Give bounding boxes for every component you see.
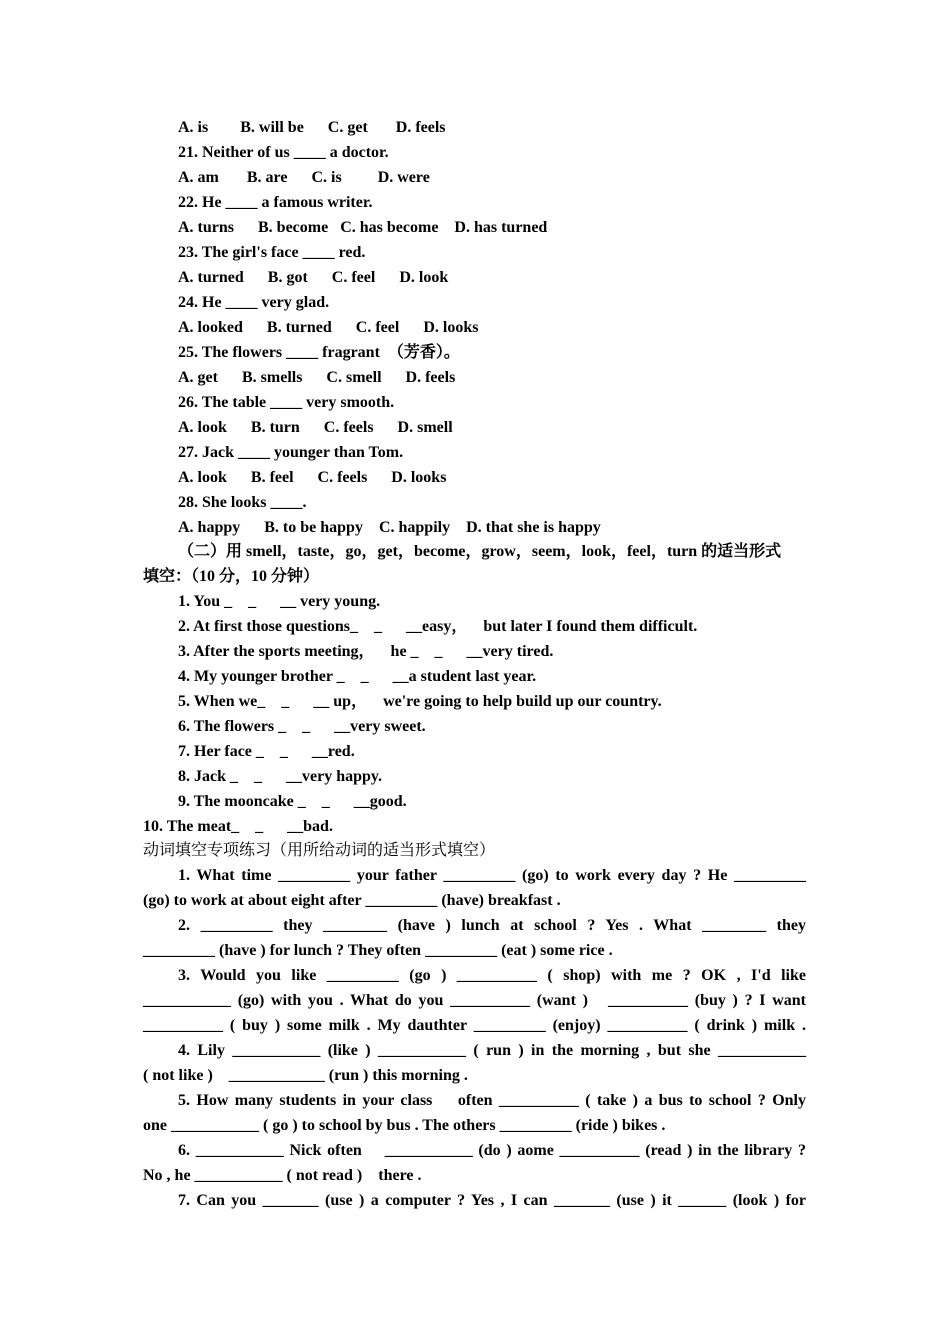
fill-item-3: 3. After the sports meeting， he _ _ __very tired. <box>178 643 554 660</box>
verb-item-4-line-2: ( not like ) ____________ (run ) this morning . <box>143 1067 468 1084</box>
options-22: A. turns B. become C. has become D. has turned <box>178 219 548 236</box>
fill-item-5: 5. When we_ _ __ up， we're going to help build up our country. <box>178 693 662 710</box>
fill-item-7: 7. Her face _ _ __red. <box>178 743 355 760</box>
verb-item-7-line-1: 7. Can you _______ (use ) a computer ? Yes , I can _______ (use ) it ______ (look ) for <box>178 1192 806 1209</box>
options-20: A. is B. will be C. get D. feels <box>178 119 446 136</box>
verb-item-1-line-2: (go) to work at about eight after _________ (have) breakfast . <box>143 892 561 909</box>
verb-item-3-line-1: 3. Would you like _________ (go ) __________ ( shop) with me ? OK , I'd like <box>178 967 806 984</box>
options-21: A. am B. are C. is D. were <box>178 169 430 186</box>
verb-item-6-line-2: No , he ___________ ( not read ) there . <box>143 1167 422 1184</box>
options-28: A. happy B. to be happy C. happily D. that she is happy <box>178 519 601 536</box>
verb-item-1-line-1: 1. What time _________ your father _________ (go) to work every day ? He _________ <box>178 867 806 884</box>
fill-item-1: 1. You _ _ __ very young. <box>178 593 381 610</box>
fill-item-9: 9. The mooncake _ _ __good. <box>178 793 407 810</box>
fill-item-10: 10. The meat_ _ __bad. <box>143 818 333 835</box>
options-26: A. look B. turn C. feels D. smell <box>178 419 453 436</box>
verb-item-5-line-2: one ___________ ( go ) to school by bus . The others _________ (ride ) bikes . <box>143 1117 666 1134</box>
options-24: A. looked B. turned C. feel D. looks <box>178 319 479 336</box>
verb-item-2-line-2: _________ (have ) for lunch ? They often _________ (eat ) some rice . <box>143 942 613 959</box>
verb-item-3-line-3: __________ ( buy ) some milk . My dauthter _________ (enjoy) __________ ( drink ) milk . <box>143 1017 806 1034</box>
question-27: 27. Jack ____ younger than Tom. <box>178 444 404 461</box>
fill-item-4: 4. My younger brother _ _ __a student last year. <box>178 668 537 685</box>
question-28: 28. She looks ____. <box>178 494 307 511</box>
section-3-heading: 动词填空专项练习（用所给动词的适当形式填空） <box>143 842 496 859</box>
fill-item-6: 6. The flowers _ _ __very sweet. <box>178 718 426 735</box>
verb-item-5-line-1: 5. How many students in your class often __________ ( take ) a bus to school ? Only <box>178 1092 806 1109</box>
verb-item-4-line-1: 4. Lily ___________ (like ) ___________ ( run ) in the morning , but she ___________ <box>178 1042 806 1059</box>
options-25: A. get B. smells C. smell D. feels <box>178 369 456 386</box>
verb-item-6-line-1: 6. ___________ Nick often ___________ (do ) aome __________ (read ) in the library ? <box>178 1142 806 1159</box>
question-25: 25. The flowers ____ fragrant （芳香）。 <box>178 344 460 361</box>
section-2-heading-cont: 填空：（10 分，10 分钟） <box>143 568 320 585</box>
question-21: 21. Neither of us ____ a doctor. <box>178 144 389 161</box>
fill-item-8: 8. Jack _ _ __very happy. <box>178 768 383 785</box>
options-27: A. look B. feel C. feels D. looks <box>178 469 447 486</box>
question-26: 26. The table ____ very smooth. <box>178 394 395 411</box>
verb-item-2-line-1: 2. _________ they ________ (have ) lunch at school ? Yes . What ________ they <box>178 917 806 934</box>
section-2-heading: （二）用 smell，taste，go，get，become，grow，seem，look，feel，turn 的适当形式 <box>178 543 782 560</box>
question-24: 24. He ____ very glad. <box>178 294 330 311</box>
fill-item-2: 2. At first those questions_ _ __easy， but later I found them difficult. <box>178 618 698 635</box>
options-23: A. turned B. got C. feel D. look <box>178 269 449 286</box>
question-22: 22. He ____ a famous writer. <box>178 194 373 211</box>
question-23: 23. The girl's face ____ red. <box>178 244 366 261</box>
verb-item-3-line-2: ___________ (go) with you . What do you __________ (want ) __________ (buy ) ? I want <box>143 992 806 1009</box>
